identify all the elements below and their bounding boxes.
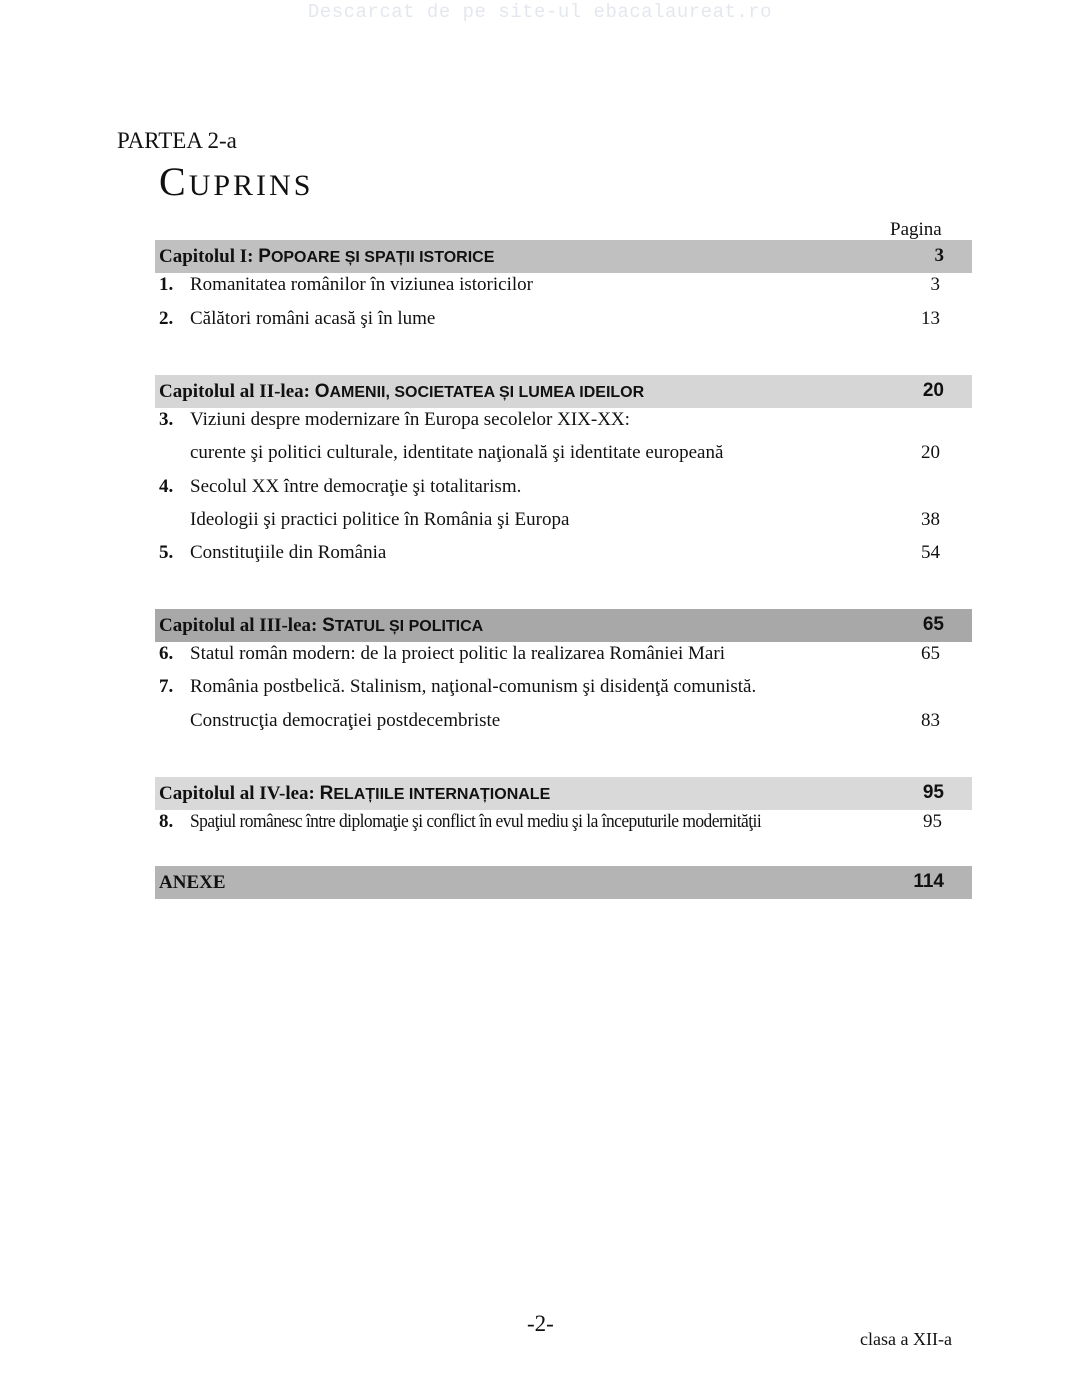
entry-page: 38 [921,509,940,530]
toc-entry-8[interactable] [159,811,949,837]
toc-entry-3[interactable] [159,409,949,435]
entry-title: Constituţiile din România [190,542,387,563]
toc-entry-5[interactable] [159,542,949,568]
entry-title: Călători români acasă şi în lume [190,308,436,329]
chapter-2-page: 20 [922,380,944,401]
chapter-4-page: 95 [922,782,944,803]
entry-title: Statul român modern: de la proiect politic la realizarea României Mari [190,643,725,664]
page-title [159,158,313,205]
toc-entry-6[interactable] [159,643,949,669]
chapter-2-name [314,381,645,402]
chapter-3-page: 65 [922,614,944,635]
chapter-1-prefix: Capitolul I: [159,246,259,267]
chapter-4-title [159,783,550,805]
chapter-2-name-rest: AMENII, SOCIETATEA ȘI LUMEA IDEILOR [329,384,645,401]
chapter-2-name-initial: O [314,381,330,402]
toc-entry-3-continued[interactable] [159,442,949,468]
chapter-1-header [155,240,972,273]
entry-title: Viziuni despre modernizare în Europa secolelor XIX-XX: [190,409,630,430]
chapter-3-title [159,615,483,637]
chapter-4-name-initial: R [319,783,334,804]
entry-page: 65 [921,643,940,664]
toc-entry-1[interactable] [159,274,949,300]
class-label: clasa a XII-a [860,1329,952,1349]
entry-number: 8. [159,811,174,832]
chapter-4-prefix: Capitolul al IV-lea: [159,783,320,804]
entry-title: Spaţiul românesc între diplomaţie şi conflict în evul mediu şi la începuturile modernităţii [190,811,762,832]
entry-number: 5. [159,542,174,563]
page-column-header: Pagina [890,219,942,240]
chapter-3-name [322,615,484,636]
entry-title: România postbelică. Stalinism, naţional-comunism şi disidenţă comunistă. [190,676,757,697]
entry-page: 20 [921,442,940,463]
entry-page: 83 [921,710,940,731]
chapter-2-prefix: Capitolul al II-lea: [159,381,315,402]
chapter-1-name: POPOARE ȘI SPAȚII ISTORICE [258,246,495,267]
annex-header[interactable] [155,866,972,899]
entry-page: 54 [921,542,940,563]
annex-label: ANEXE [159,872,226,893]
entry-title: Secolul XX între democraţie şi totalitarism. [190,476,522,497]
entry-number: 1. [159,274,174,295]
page-number: -2- [527,1311,554,1336]
chapter-3-name-initial: S [322,615,335,636]
part-label: PARTEA 2-a [117,128,237,153]
toc-entry-4[interactable] [159,476,949,502]
chapter-3-header [155,609,972,642]
watermark: Descarcat de pe site-ul ebacalaureat.ro [307,1,773,23]
entry-page: 3 [930,274,940,295]
annex-page: 114 [913,871,944,892]
chapter-2-title [159,381,644,403]
chapter-1-page: 3 [934,245,944,266]
chapter-3-name-rest: TATUL ȘI POLITICA [334,618,484,635]
chapter-4-name-rest: ELAȚIILE INTERNAȚIONALE [333,786,551,803]
page-title-rest: UPRINS [188,169,314,202]
toc-entry-7[interactable] [159,676,949,702]
toc-entry-7-continued[interactable] [159,710,949,736]
entry-page: 95 [923,811,942,832]
entry-title: Romanitatea românilor în viziunea istoricilor [190,274,533,295]
entry-title-continued: Ideologii şi practici politice în România şi Europa [190,509,570,530]
chapter-3-prefix: Capitolul al III-lea: [159,615,323,636]
entry-number: 6. [159,643,174,664]
entry-number: 2. [159,308,174,329]
entry-number: 4. [159,476,174,497]
toc-entry-4-continued[interactable] [159,509,949,535]
chapter-4-name [319,783,551,804]
toc-entry-2[interactable] [159,308,949,334]
page-title-initial: C [159,159,189,204]
entry-title-continued: curente şi politici culturale, identitate naţională şi identitate europeană [190,442,724,463]
entry-number: 7. [159,676,174,697]
chapter-1-title [159,246,494,268]
entry-page: 13 [921,308,940,329]
chapter-2-header [155,375,972,408]
chapter-4-header [155,777,972,810]
entry-title-continued: Construcţia democraţiei postdecembriste [190,710,501,731]
entry-number: 3. [159,409,174,430]
